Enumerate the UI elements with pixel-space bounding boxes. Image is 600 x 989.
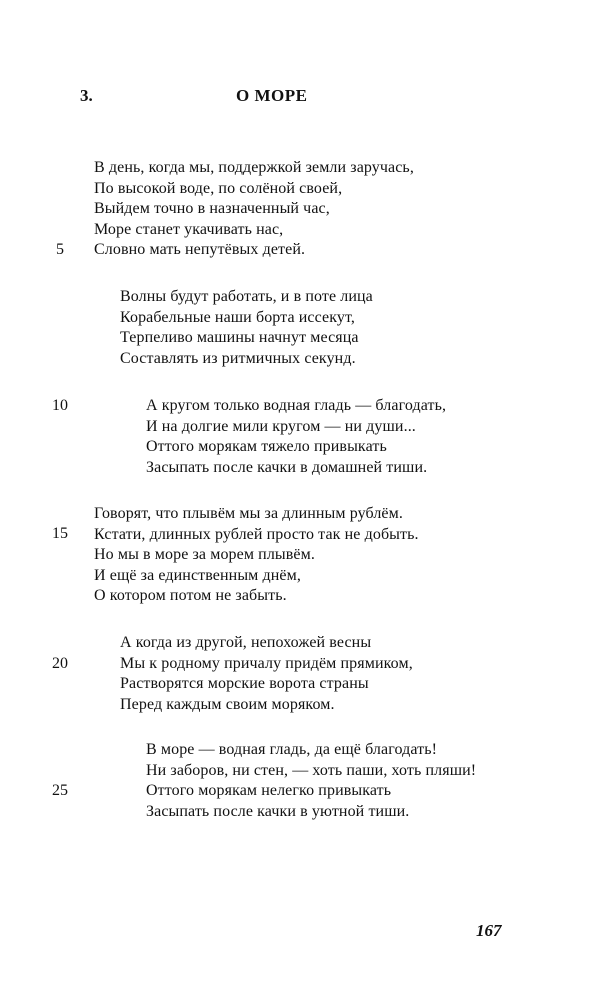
poem-line: Волны будут работать, и в поте лица xyxy=(120,288,373,305)
poem-line: Море станет укачивать нас, xyxy=(94,220,284,238)
poem-line: В море — водная гладь, да ещё благодать! xyxy=(146,741,438,758)
poem-number: 3. xyxy=(80,86,93,105)
poem-line: Засыпать после качки в домашней тиши. xyxy=(146,458,428,476)
poem-line: Засыпать после качки в уютной тиши. xyxy=(146,802,410,820)
poem-line: Корабельные наши борта иссекут, xyxy=(120,308,355,326)
stanza-4 xyxy=(94,504,419,607)
stanza-2 xyxy=(120,287,373,369)
line-number: 20 xyxy=(52,655,68,672)
poem-line: Кстати, длинных рублей просто так не добыть. xyxy=(94,525,419,543)
poem-line: А кругом только водная гладь — благодать, xyxy=(146,397,447,414)
poem-line: Перед каждым своим моряком. xyxy=(120,695,335,713)
poem-line: Растворятся морские ворота страны xyxy=(120,675,369,692)
poem-line: Ни заборов, ни стен, — хоть паши, хоть пляши! xyxy=(146,761,477,779)
poem-line: О котором потом не забыть. xyxy=(94,587,287,604)
poem-line: Но мы в море за морем плывём. xyxy=(94,546,315,563)
poem-line: По высокой воде, по солёной своей, xyxy=(94,179,343,197)
poem-title: О МОРЕ xyxy=(236,86,308,105)
poem-line: И на долгие мили кругом — ни души... xyxy=(146,417,416,435)
poem-line: Выйдем точно в назначенный час, xyxy=(94,200,330,217)
poem-line: В день, когда мы, поддержкой земли заручась, xyxy=(94,159,414,176)
poem-line: Мы к родному причалу придём прямиком, xyxy=(120,654,413,672)
poem-line: Словно мать непутёвых детей. xyxy=(94,241,306,258)
stanza-1 xyxy=(94,158,414,261)
poem-line: Составлять из ритмичных секунд. xyxy=(120,349,356,367)
poem-line: Оттого морякам нелегко привыкать xyxy=(146,782,392,799)
poem-line: Терпеливо машины начнут месяца xyxy=(120,329,359,346)
page-number: 167 xyxy=(476,921,502,940)
poem-line: А когда из другой, непохожей весны xyxy=(120,634,372,651)
poem-line: Оттого морякам тяжело привыкать xyxy=(146,438,387,455)
line-number: 25 xyxy=(52,782,68,799)
line-number: 10 xyxy=(52,397,68,414)
poem-line: И ещё за единственным днём, xyxy=(94,566,301,584)
line-number: 5 xyxy=(56,241,64,258)
stanza-3 xyxy=(146,396,446,478)
stanza-5 xyxy=(120,633,413,715)
stanza-6 xyxy=(146,740,476,822)
line-number: 15 xyxy=(52,525,68,542)
poem-line: Говорят, что плывём мы за длинным рублём. xyxy=(94,505,403,522)
